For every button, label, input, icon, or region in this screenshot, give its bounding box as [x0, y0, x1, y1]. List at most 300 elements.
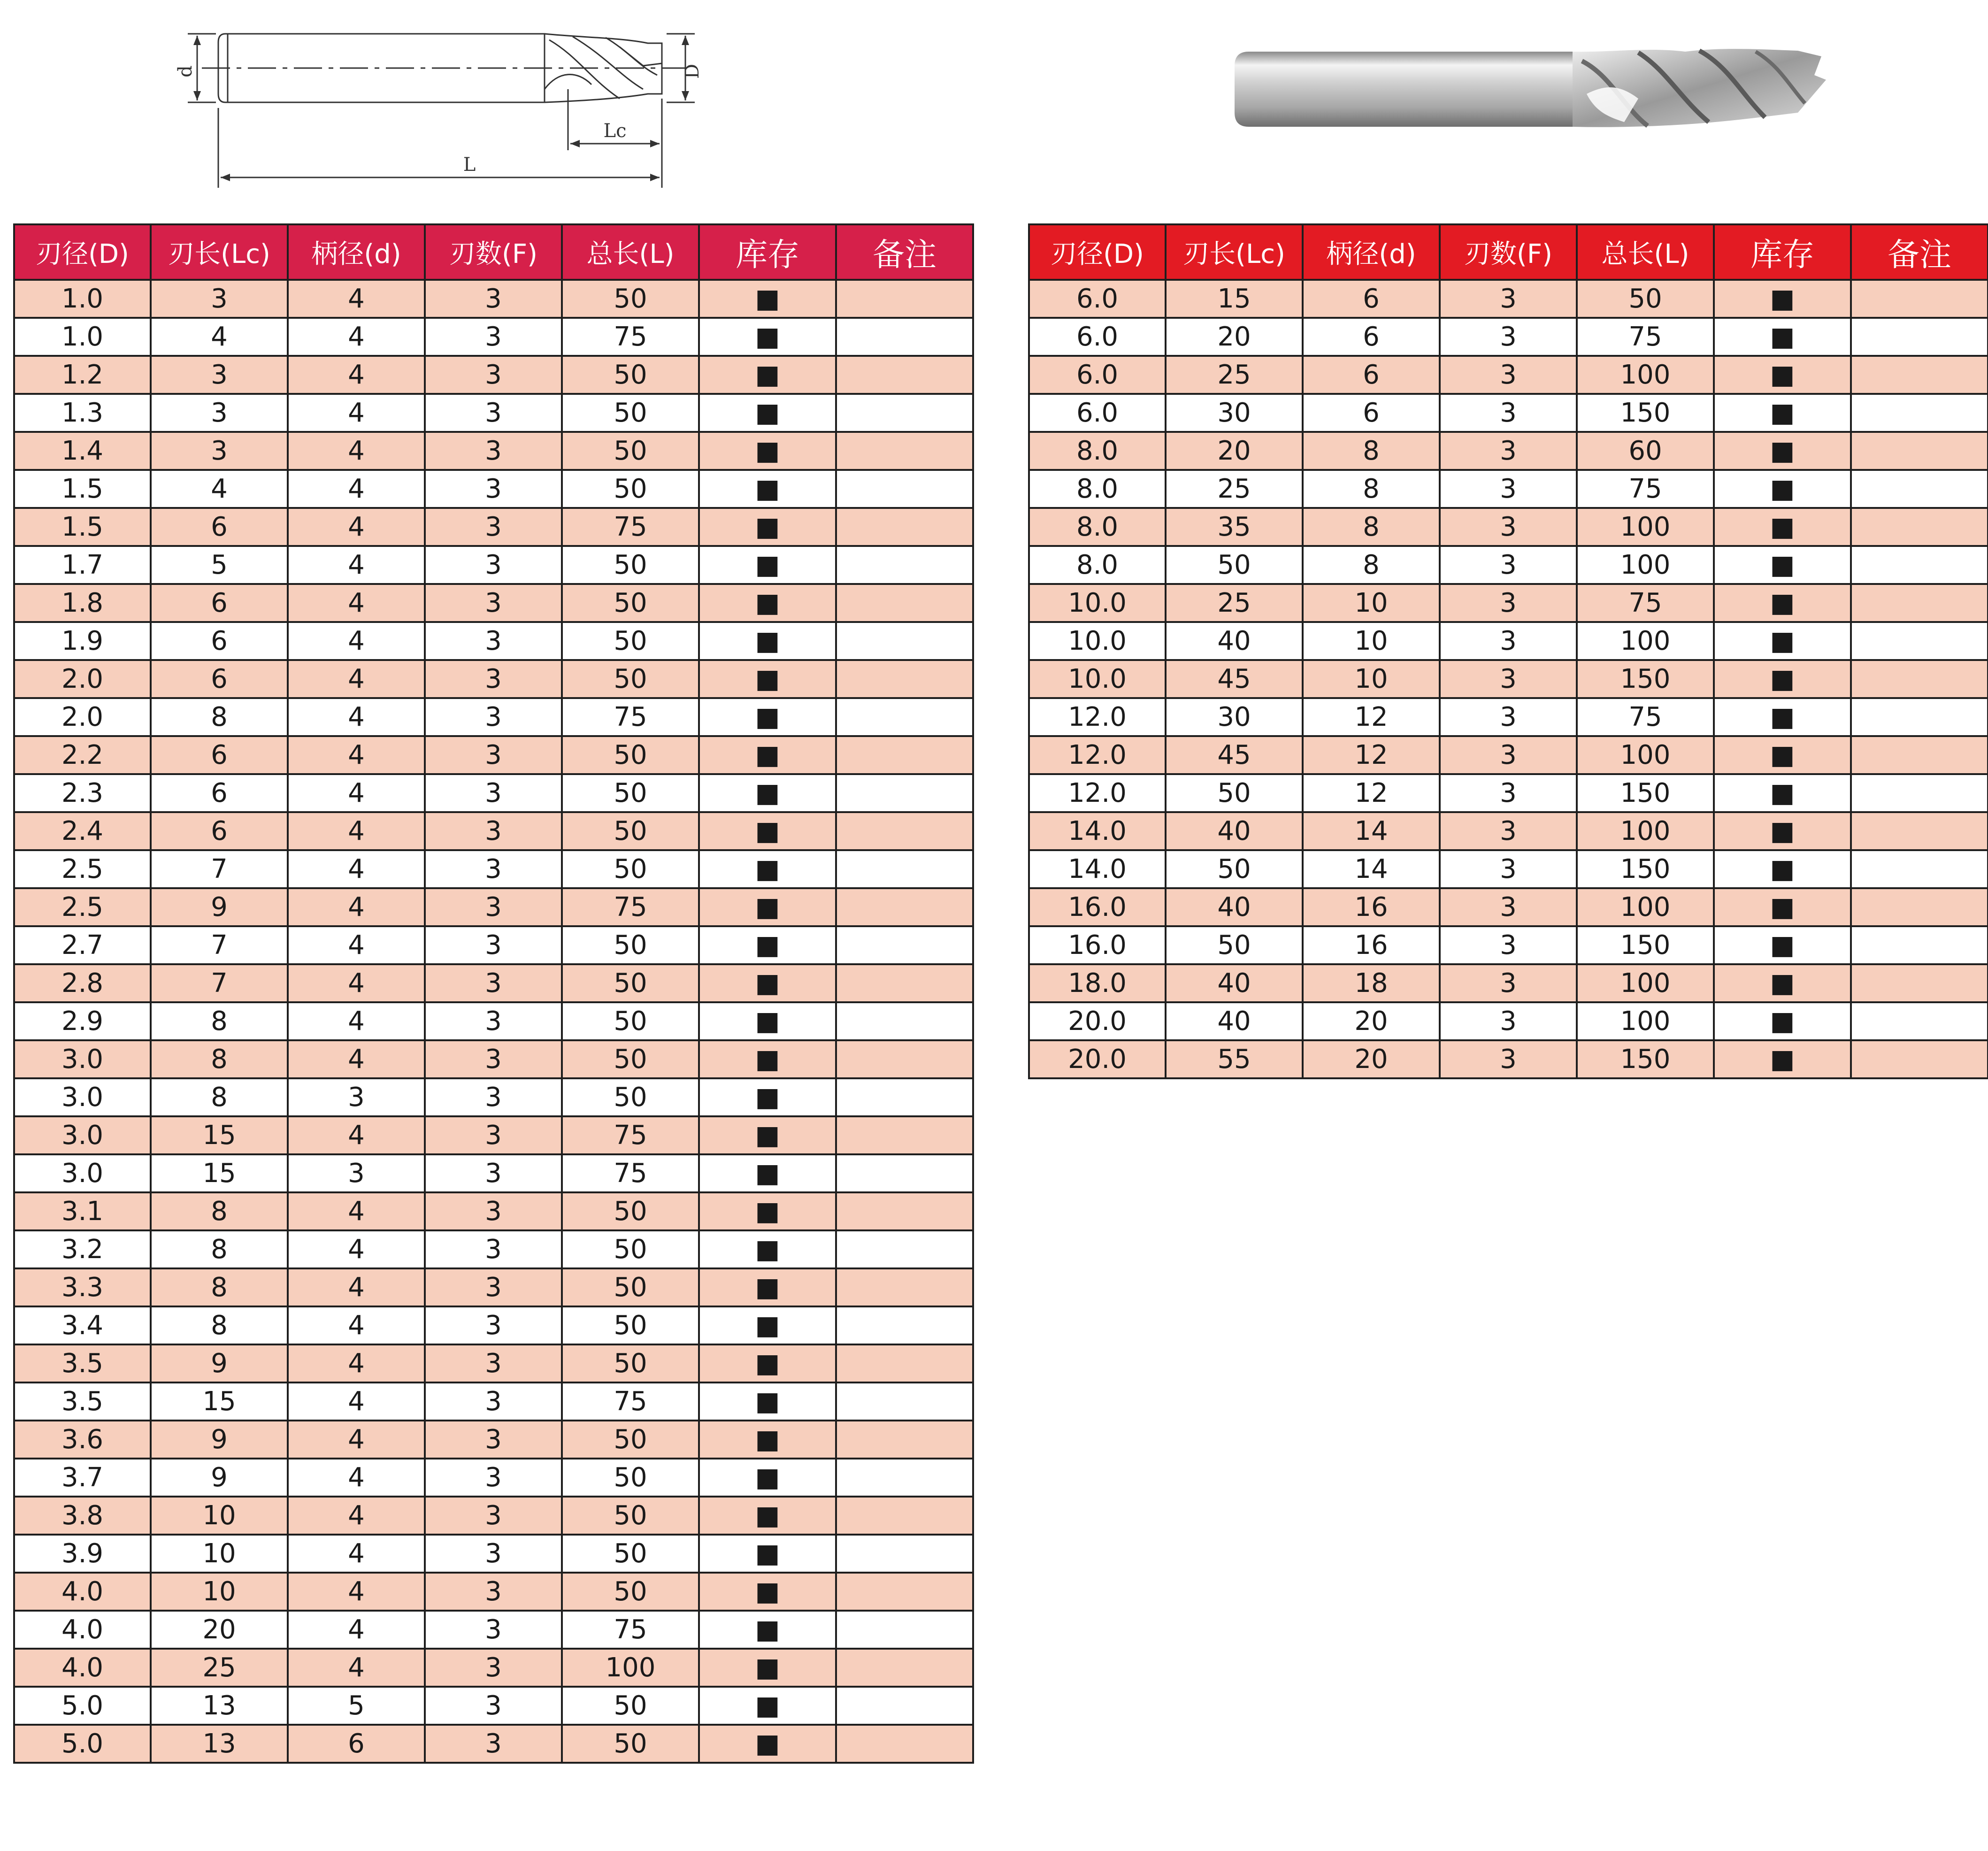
cell-shank-diameter: 4 — [288, 1230, 425, 1268]
cell-shank-diameter: 4 — [288, 1459, 425, 1497]
header-remarks: 备注 — [1851, 224, 1988, 280]
table-row — [14, 1268, 973, 1306]
cell-blade-diameter: 1.8 — [14, 584, 151, 622]
table-row — [1029, 926, 1988, 964]
cell-blade-length: 40 — [1166, 812, 1303, 850]
cell-total-length: 150 — [1577, 774, 1714, 812]
cell-flute-count: 3 — [1440, 356, 1577, 394]
table-row — [14, 1078, 973, 1116]
cell-blade-length: 9 — [151, 1421, 288, 1459]
cell-blade-length: 40 — [1166, 888, 1303, 926]
cell-remarks — [836, 1725, 973, 1763]
cell-blade-diameter: 3.9 — [14, 1535, 151, 1573]
cell-total-length: 75 — [562, 318, 699, 356]
cell-stock: ■ — [699, 470, 836, 508]
cell-shank-diameter: 4 — [288, 1497, 425, 1535]
table-row — [14, 546, 973, 584]
cell-blade-diameter: 20.0 — [1029, 1002, 1166, 1040]
cell-remarks — [1851, 926, 1988, 964]
cell-blade-diameter: 2.9 — [14, 1002, 151, 1040]
cell-shank-diameter: 4 — [288, 1573, 425, 1611]
table-row — [14, 964, 973, 1002]
cell-shank-diameter: 4 — [288, 660, 425, 698]
cell-blade-diameter: 3.1 — [14, 1192, 151, 1230]
cell-total-length: 60 — [1577, 432, 1714, 470]
table-row — [14, 508, 973, 546]
cell-remarks — [836, 774, 973, 812]
cell-remarks — [836, 432, 973, 470]
cell-total-length: 50 — [562, 1230, 699, 1268]
table-row — [1029, 584, 1988, 622]
cell-blade-diameter: 3.4 — [14, 1306, 151, 1344]
cell-total-length: 100 — [1577, 736, 1714, 774]
cell-blade-diameter: 3.3 — [14, 1268, 151, 1306]
cell-blade-length: 8 — [151, 1040, 288, 1078]
cell-flute-count: 3 — [425, 1382, 562, 1421]
cell-blade-length: 3 — [151, 432, 288, 470]
cell-shank-diameter: 4 — [288, 964, 425, 1002]
cell-flute-count: 3 — [1440, 850, 1577, 888]
table-row — [14, 1344, 973, 1382]
cell-remarks — [1851, 432, 1988, 470]
cell-remarks — [836, 1268, 973, 1306]
cell-total-length: 50 — [562, 736, 699, 774]
cell-shank-diameter: 10 — [1303, 584, 1440, 622]
cell-flute-count: 3 — [1440, 622, 1577, 660]
cell-total-length: 50 — [562, 774, 699, 812]
cell-shank-diameter: 8 — [1303, 546, 1440, 584]
cell-remarks — [836, 546, 973, 584]
cell-blade-length: 6 — [151, 736, 288, 774]
cell-total-length: 100 — [1577, 508, 1714, 546]
header-blade-length: 刃长(Lc) — [151, 224, 288, 280]
table-row — [1029, 850, 1988, 888]
cell-shank-diameter: 18 — [1303, 964, 1440, 1002]
cell-remarks — [836, 660, 973, 698]
cell-remarks — [1851, 850, 1988, 888]
cell-blade-length: 8 — [151, 1268, 288, 1306]
cell-blade-diameter: 8.0 — [1029, 546, 1166, 584]
cell-total-length: 100 — [1577, 356, 1714, 394]
cell-flute-count: 3 — [1440, 546, 1577, 584]
header-shank-diameter: 柄径(d) — [1303, 224, 1440, 280]
cell-shank-diameter: 4 — [288, 508, 425, 546]
cell-flute-count: 3 — [425, 1078, 562, 1116]
cell-stock: ■ — [699, 622, 836, 660]
cell-stock: ■ — [1714, 964, 1851, 1002]
cell-stock: ■ — [699, 318, 836, 356]
cell-remarks — [836, 622, 973, 660]
cell-stock: ■ — [699, 850, 836, 888]
cell-stock: ■ — [1714, 660, 1851, 698]
cell-total-length: 150 — [1577, 850, 1714, 888]
cell-stock: ■ — [699, 1230, 836, 1268]
cell-blade-length: 8 — [151, 1192, 288, 1230]
header-flute-count: 刃数(F) — [1440, 224, 1577, 280]
cell-flute-count: 3 — [425, 470, 562, 508]
cell-stock: ■ — [699, 1154, 836, 1192]
cell-total-length: 50 — [562, 622, 699, 660]
cell-blade-diameter: 3.0 — [14, 1078, 151, 1116]
cell-total-length: 50 — [562, 1687, 699, 1725]
cell-total-length: 50 — [562, 1002, 699, 1040]
cell-blade-length: 8 — [151, 1078, 288, 1116]
cell-blade-diameter: 4.0 — [14, 1573, 151, 1611]
cell-remarks — [836, 1154, 973, 1192]
table-row — [14, 280, 973, 318]
header-shank-diameter: 柄径(d) — [288, 224, 425, 280]
cell-flute-count: 3 — [425, 1192, 562, 1230]
cell-shank-diameter: 4 — [288, 888, 425, 926]
cell-stock: ■ — [1714, 926, 1851, 964]
cell-remarks — [836, 1497, 973, 1535]
cell-blade-diameter: 3.0 — [14, 1154, 151, 1192]
cell-flute-count: 3 — [1440, 394, 1577, 432]
cell-total-length: 100 — [1577, 888, 1714, 926]
table-row — [14, 1116, 973, 1154]
cell-stock: ■ — [1714, 508, 1851, 546]
cell-flute-count: 3 — [425, 1268, 562, 1306]
cell-shank-diameter: 4 — [288, 774, 425, 812]
cell-remarks — [836, 1344, 973, 1382]
cell-shank-diameter: 6 — [1303, 356, 1440, 394]
end-mill-product-image — [1235, 47, 1864, 136]
cell-flute-count: 3 — [425, 1154, 562, 1192]
cell-stock: ■ — [699, 774, 836, 812]
cell-flute-count: 3 — [425, 280, 562, 318]
cell-blade-length: 40 — [1166, 964, 1303, 1002]
cell-shank-diameter: 20 — [1303, 1040, 1440, 1078]
cell-flute-count: 3 — [425, 888, 562, 926]
cell-blade-diameter: 3.6 — [14, 1421, 151, 1459]
cell-remarks — [1851, 1040, 1988, 1078]
cell-remarks — [1851, 470, 1988, 508]
cell-shank-diameter: 10 — [1303, 660, 1440, 698]
cell-blade-diameter: 1.9 — [14, 622, 151, 660]
cell-blade-diameter: 2.0 — [14, 660, 151, 698]
cell-blade-length: 9 — [151, 888, 288, 926]
cell-blade-diameter: 3.8 — [14, 1497, 151, 1535]
cell-remarks — [836, 508, 973, 546]
cell-flute-count: 3 — [425, 546, 562, 584]
cell-shank-diameter: 4 — [288, 812, 425, 850]
cell-blade-diameter: 2.4 — [14, 812, 151, 850]
cell-flute-count: 3 — [425, 964, 562, 1002]
cell-stock: ■ — [699, 1306, 836, 1344]
table-row — [1029, 432, 1988, 470]
cell-total-length: 50 — [562, 584, 699, 622]
cell-blade-diameter: 1.0 — [14, 280, 151, 318]
cell-flute-count: 3 — [425, 318, 562, 356]
cell-shank-diameter: 4 — [288, 926, 425, 964]
cell-total-length: 50 — [562, 1192, 699, 1230]
cell-shank-diameter: 4 — [288, 1116, 425, 1154]
cell-stock: ■ — [699, 1382, 836, 1421]
cell-remarks — [836, 394, 973, 432]
cell-flute-count: 3 — [425, 508, 562, 546]
cell-blade-diameter: 6.0 — [1029, 280, 1166, 318]
cell-blade-diameter: 14.0 — [1029, 850, 1166, 888]
cell-shank-diameter: 4 — [288, 698, 425, 736]
cell-stock: ■ — [699, 432, 836, 470]
cell-blade-diameter: 2.0 — [14, 698, 151, 736]
cell-blade-length: 20 — [1166, 318, 1303, 356]
cell-flute-count: 3 — [425, 660, 562, 698]
cell-remarks — [836, 1459, 973, 1497]
cell-remarks — [836, 1116, 973, 1154]
cell-total-length: 50 — [562, 812, 699, 850]
cell-stock: ■ — [699, 584, 836, 622]
cell-remarks — [836, 736, 973, 774]
cell-shank-diameter: 4 — [288, 1611, 425, 1649]
cell-blade-diameter: 1.3 — [14, 394, 151, 432]
cell-flute-count: 3 — [425, 1230, 562, 1268]
cell-blade-diameter: 3.7 — [14, 1459, 151, 1497]
cell-stock: ■ — [699, 1078, 836, 1116]
table-row — [14, 1725, 973, 1763]
cell-blade-diameter: 5.0 — [14, 1725, 151, 1763]
cell-shank-diameter: 5 — [288, 1687, 425, 1725]
cell-total-length: 100 — [1577, 622, 1714, 660]
cell-total-length: 75 — [562, 1611, 699, 1649]
cell-remarks — [1851, 736, 1988, 774]
cell-blade-diameter: 1.7 — [14, 546, 151, 584]
cell-blade-length: 13 — [151, 1725, 288, 1763]
cell-blade-diameter: 14.0 — [1029, 812, 1166, 850]
cell-stock: ■ — [699, 1421, 836, 1459]
table-row — [14, 774, 973, 812]
cell-blade-diameter: 18.0 — [1029, 964, 1166, 1002]
cell-total-length: 50 — [562, 1078, 699, 1116]
cell-stock: ■ — [699, 1687, 836, 1725]
cell-blade-diameter: 1.5 — [14, 508, 151, 546]
cell-blade-length: 6 — [151, 622, 288, 660]
cell-shank-diameter: 6 — [1303, 280, 1440, 318]
cell-stock: ■ — [699, 736, 836, 774]
cell-total-length: 50 — [562, 926, 699, 964]
cell-blade-length: 6 — [151, 584, 288, 622]
table-row — [14, 1040, 973, 1078]
cell-stock: ■ — [699, 1649, 836, 1687]
cell-shank-diameter: 6 — [1303, 318, 1440, 356]
cell-stock: ■ — [699, 356, 836, 394]
cell-total-length: 50 — [562, 1040, 699, 1078]
header-flute-count: 刃数(F) — [425, 224, 562, 280]
table-row — [1029, 280, 1988, 318]
cell-shank-diameter: 6 — [1303, 394, 1440, 432]
cell-flute-count: 3 — [1440, 736, 1577, 774]
cell-stock: ■ — [699, 1497, 836, 1535]
cell-shank-diameter: 4 — [288, 432, 425, 470]
cell-stock: ■ — [699, 1116, 836, 1154]
cell-stock: ■ — [1714, 698, 1851, 736]
cell-blade-diameter: 2.2 — [14, 736, 151, 774]
cell-remarks — [836, 850, 973, 888]
cell-shank-diameter: 4 — [288, 736, 425, 774]
cell-shank-diameter: 4 — [288, 622, 425, 660]
cell-flute-count: 3 — [425, 1497, 562, 1535]
cell-blade-length: 3 — [151, 356, 288, 394]
table-row — [1029, 470, 1988, 508]
header-total-length: 总长(L) — [1577, 224, 1714, 280]
cell-blade-diameter: 20.0 — [1029, 1040, 1166, 1078]
cell-remarks — [1851, 318, 1988, 356]
cell-total-length: 150 — [1577, 926, 1714, 964]
cell-flute-count: 3 — [1440, 508, 1577, 546]
cell-flute-count: 3 — [425, 1459, 562, 1497]
cell-total-length: 75 — [1577, 584, 1714, 622]
cell-remarks — [836, 280, 973, 318]
cell-blade-length: 3 — [151, 394, 288, 432]
cell-shank-diameter: 4 — [288, 1535, 425, 1573]
table-row — [14, 1306, 973, 1344]
cell-total-length: 50 — [562, 1535, 699, 1573]
table-row — [14, 1192, 973, 1230]
cell-blade-length: 7 — [151, 850, 288, 888]
cell-blade-diameter: 2.8 — [14, 964, 151, 1002]
cell-shank-diameter: 4 — [288, 318, 425, 356]
cell-flute-count: 3 — [1440, 812, 1577, 850]
cell-blade-length: 15 — [1166, 280, 1303, 318]
cell-total-length: 75 — [562, 1116, 699, 1154]
cell-remarks — [836, 1573, 973, 1611]
cell-blade-diameter: 12.0 — [1029, 698, 1166, 736]
table-row — [14, 926, 973, 964]
header-stock: 库存 — [699, 224, 836, 280]
cell-blade-length: 25 — [151, 1649, 288, 1687]
table-row — [14, 698, 973, 736]
cell-blade-length: 4 — [151, 470, 288, 508]
cell-blade-length: 8 — [151, 1002, 288, 1040]
cell-total-length: 50 — [562, 660, 699, 698]
cell-stock: ■ — [699, 698, 836, 736]
table-row — [1029, 546, 1988, 584]
cell-total-length: 150 — [1577, 394, 1714, 432]
cell-remarks — [1851, 584, 1988, 622]
table-row — [1029, 622, 1988, 660]
cell-remarks — [836, 318, 973, 356]
cell-blade-diameter: 2.5 — [14, 850, 151, 888]
cell-blade-length: 4 — [151, 318, 288, 356]
table-row — [14, 1002, 973, 1040]
cell-shank-diameter: 16 — [1303, 888, 1440, 926]
cell-blade-diameter: 3.0 — [14, 1116, 151, 1154]
cell-blade-length: 10 — [151, 1497, 288, 1535]
cell-stock: ■ — [699, 926, 836, 964]
cell-total-length: 50 — [562, 546, 699, 584]
cell-blade-length: 40 — [1166, 1002, 1303, 1040]
cell-total-length: 50 — [562, 470, 699, 508]
cell-blade-length: 8 — [151, 1306, 288, 1344]
cell-remarks — [1851, 964, 1988, 1002]
cell-total-length: 75 — [562, 888, 699, 926]
cell-total-length: 50 — [562, 356, 699, 394]
table-row — [1029, 736, 1988, 774]
cell-remarks — [1851, 508, 1988, 546]
cell-total-length: 50 — [562, 1573, 699, 1611]
cell-stock: ■ — [1714, 850, 1851, 888]
table-row — [14, 1535, 973, 1573]
cell-total-length: 50 — [562, 850, 699, 888]
table-row — [14, 1611, 973, 1649]
cell-shank-diameter: 4 — [288, 584, 425, 622]
cell-flute-count: 3 — [1440, 888, 1577, 926]
cell-remarks — [1851, 698, 1988, 736]
cell-total-length: 50 — [1577, 280, 1714, 318]
table-row — [14, 622, 973, 660]
cell-blade-diameter: 1.5 — [14, 470, 151, 508]
table-row — [14, 1649, 973, 1687]
cell-shank-diameter: 8 — [1303, 508, 1440, 546]
cell-flute-count: 3 — [425, 1535, 562, 1573]
cell-blade-diameter: 2.7 — [14, 926, 151, 964]
cell-blade-length: 10 — [151, 1535, 288, 1573]
cell-blade-length: 20 — [151, 1611, 288, 1649]
cell-shank-diameter: 4 — [288, 356, 425, 394]
cell-remarks — [1851, 888, 1988, 926]
cell-blade-length: 50 — [1166, 926, 1303, 964]
cell-remarks — [1851, 280, 1988, 318]
cell-blade-length: 6 — [151, 660, 288, 698]
cell-total-length: 50 — [562, 432, 699, 470]
table-row — [1029, 508, 1988, 546]
spec-table-right — [1028, 223, 1988, 1079]
cell-blade-length: 6 — [151, 812, 288, 850]
cell-blade-length: 15 — [151, 1154, 288, 1192]
cell-remarks — [1851, 356, 1988, 394]
cell-remarks — [1851, 660, 1988, 698]
cell-blade-length: 13 — [151, 1687, 288, 1725]
cell-stock: ■ — [699, 1459, 836, 1497]
cell-shank-diameter: 12 — [1303, 774, 1440, 812]
cell-total-length: 100 — [1577, 546, 1714, 584]
cell-stock: ■ — [699, 964, 836, 1002]
cell-remarks — [836, 1230, 973, 1268]
cell-blade-length: 8 — [151, 1230, 288, 1268]
cell-stock: ■ — [1714, 774, 1851, 812]
cell-stock: ■ — [699, 1002, 836, 1040]
table-row — [14, 812, 973, 850]
cell-remarks — [836, 470, 973, 508]
cell-remarks — [836, 888, 973, 926]
cell-flute-count: 3 — [425, 1649, 562, 1687]
end-mill-photo-svg — [1235, 47, 1864, 136]
cell-blade-length: 50 — [1166, 850, 1303, 888]
cell-stock: ■ — [1714, 622, 1851, 660]
table-row — [14, 394, 973, 432]
cell-shank-diameter: 4 — [288, 1421, 425, 1459]
cell-stock: ■ — [1714, 888, 1851, 926]
cell-blade-diameter: 6.0 — [1029, 356, 1166, 394]
cell-flute-count: 3 — [1440, 660, 1577, 698]
cell-flute-count: 3 — [425, 926, 562, 964]
end-mill-drawing-svg — [169, 19, 836, 192]
cell-blade-diameter: 1.0 — [14, 318, 151, 356]
cell-flute-count: 3 — [425, 698, 562, 736]
cell-flute-count: 3 — [1440, 964, 1577, 1002]
table-row — [1029, 1040, 1988, 1078]
cell-shank-diameter: 4 — [288, 1344, 425, 1382]
cell-blade-diameter: 10.0 — [1029, 660, 1166, 698]
cell-total-length: 50 — [562, 1344, 699, 1382]
cell-stock: ■ — [1714, 1002, 1851, 1040]
table-row — [14, 1421, 973, 1459]
cell-flute-count: 3 — [425, 584, 562, 622]
cell-stock: ■ — [1714, 1040, 1851, 1078]
cell-blade-diameter: 6.0 — [1029, 394, 1166, 432]
cell-shank-diameter: 20 — [1303, 1002, 1440, 1040]
header-stock: 库存 — [1714, 224, 1851, 280]
